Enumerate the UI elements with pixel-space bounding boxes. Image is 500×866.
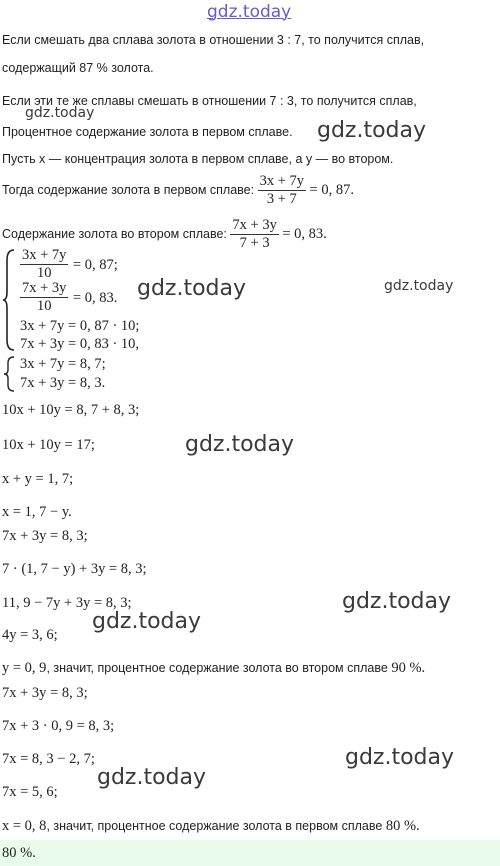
- step-line: x = 1, 7 − y.: [2, 504, 72, 520]
- answer-band: [0, 840, 500, 866]
- watermark: gdz.today: [317, 118, 427, 143]
- watermark: gdz.today: [185, 432, 295, 457]
- fraction-denominator: 10: [36, 265, 52, 282]
- step-line: 7x + 3y = 8, 3;: [2, 528, 88, 544]
- system-brace: [2, 356, 16, 392]
- result-math: y = 0, 9: [2, 660, 47, 676]
- step-line: 7x + 3 · 0, 9 = 8, 3;: [2, 718, 115, 734]
- fraction-numerator: 3x + 7y: [22, 247, 67, 264]
- fraction-denominator: 7 + 3: [239, 235, 270, 252]
- conclusion-second-alloy: [2, 660, 425, 676]
- step-line: 4y = 3, 6;: [2, 627, 58, 643]
- watermark: gdz.today: [345, 745, 455, 770]
- second-alloy-label: Содержание золота во втором сплаве:: [2, 227, 227, 241]
- system-fraction: [20, 281, 68, 314]
- watermark: gdz.today: [384, 278, 454, 294]
- system-brace: [2, 248, 16, 352]
- conclusion-first-alloy: [2, 818, 420, 834]
- watermark: gdz.today: [137, 276, 247, 301]
- system-row-2: [20, 280, 117, 316]
- step-line: 10x + 10y = 17;: [2, 437, 95, 453]
- system-row-6: 7x + 3y = 8, 3.: [20, 375, 106, 391]
- statement-line-4: Процентное содержание золота в первом сплаве.: [2, 125, 293, 139]
- system-row-5: 3x + 7y = 8, 7;: [20, 356, 106, 372]
- system-fraction: [20, 248, 68, 281]
- statement-line-1: Если смешать два сплава золота в отношении 3 : 7, то получится сплав,: [2, 33, 425, 47]
- first-alloy-equation: [2, 172, 354, 208]
- system-row-3: 3x + 7y = 0, 87 · 10;: [20, 318, 140, 334]
- statement-line-3: Если эти те же сплавы смешать в отношении 7 : 3, то получится сплав,: [2, 94, 417, 108]
- step-line: x + y = 1, 7;: [2, 471, 74, 487]
- system-row-1: [20, 247, 118, 283]
- answer-text: 80 %.: [2, 845, 36, 861]
- conclusion-text: , значит, процентное содержание золота в первом сплаве: [46, 819, 383, 833]
- step-line: 7 · (1, 7 − y) + 3y = 8, 3;: [2, 561, 147, 577]
- first-alloy-label: Тогда содержание золота в первом сплаве:: [2, 183, 255, 197]
- system-rhs: = 0, 83.: [72, 290, 118, 306]
- step-line: 11, 9 − 7y + 3y = 8, 3;: [2, 595, 132, 611]
- solution-let-line: Пусть x — концентрация золота в первом сплаве, а y — во втором.: [2, 152, 394, 166]
- watermark-top: gdz.today: [207, 2, 292, 22]
- second-alloy-rhs: = 0, 83.: [282, 226, 327, 242]
- watermark: gdz.today: [92, 609, 202, 634]
- first-alloy-rhs: = 0, 87.: [309, 182, 354, 198]
- result-math: x = 0, 8: [2, 818, 47, 834]
- system-row-4: 7x + 3y = 0, 83 · 10,: [20, 336, 140, 352]
- second-alloy-fraction: [230, 218, 278, 251]
- step-line: 7x = 5, 6;: [2, 784, 58, 800]
- watermark: gdz.today: [97, 765, 207, 790]
- conclusion-text: , значит, процентное содержание золота во втором сплаве: [46, 661, 388, 675]
- fraction-numerator: 7x + 3y: [232, 217, 277, 234]
- fraction-numerator: 7x + 3y: [22, 280, 67, 297]
- fraction-denominator: 10: [36, 298, 52, 315]
- step-line: 7x = 8, 3 − 2, 7;: [2, 751, 95, 767]
- statement-line-2: содержащий 87 % золота.: [2, 61, 154, 75]
- system-rhs: = 0, 87;: [72, 257, 118, 273]
- fraction-numerator: 3x + 7y: [259, 173, 305, 190]
- result-value: 80 %.: [385, 818, 420, 834]
- step-line: 10x + 10y = 8, 7 + 8, 3;: [2, 402, 140, 418]
- fraction-denominator: 3 + 7: [266, 191, 297, 208]
- first-alloy-fraction: [258, 174, 306, 207]
- watermark: gdz.today: [342, 589, 452, 614]
- step-line: 7x + 3y = 8, 3;: [2, 685, 88, 701]
- watermark: gdz.today: [25, 105, 95, 121]
- result-value: 90 %.: [391, 660, 426, 676]
